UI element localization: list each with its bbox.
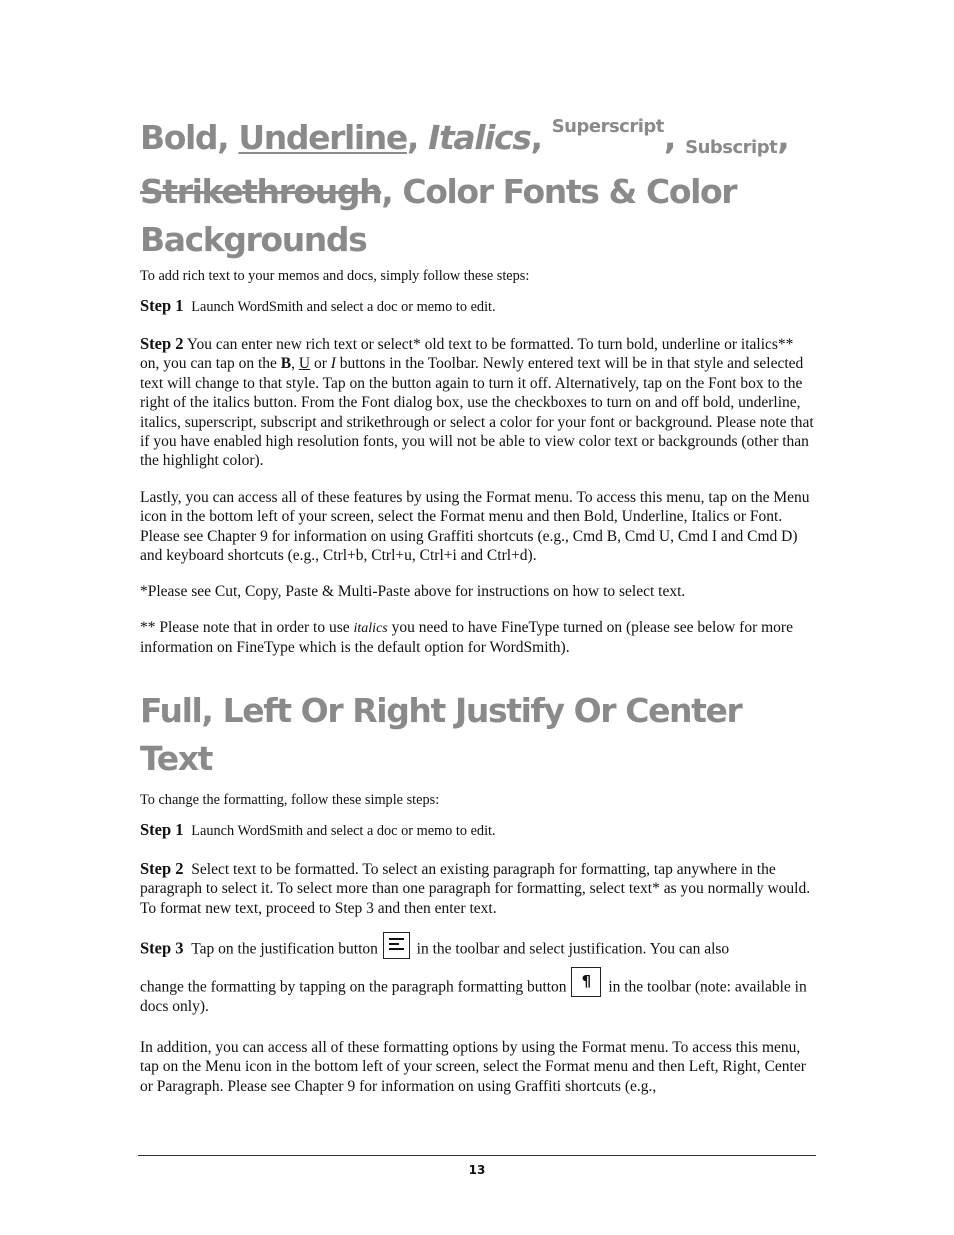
text-separator: or (310, 355, 331, 373)
heading-strikethrough-word: Strikethrough (140, 172, 382, 211)
heading-italics-word: Italics (428, 118, 531, 157)
page-number: 13 (468, 1163, 486, 1177)
step-text: in the toolbar and select justification. You can also (412, 940, 730, 958)
heading-separator: , (777, 118, 789, 157)
heading-separator: , (530, 118, 552, 157)
heading-separator: , (663, 118, 686, 157)
section1-note-finetype (140, 618, 816, 658)
heading-underline-word: Underline (238, 118, 407, 157)
heading-superscript-word: Superscript (551, 116, 664, 137)
heading-line2: Text (140, 739, 212, 778)
step-label: Step 3 (140, 938, 184, 958)
section1-intro: To add rich text to your memos and docs, simply follow these steps: (140, 268, 530, 284)
italic-button-ref: I (330, 355, 336, 373)
note-text: ** Please note that in order to use (140, 619, 354, 636)
step-text: Tap on the justification button (191, 940, 382, 958)
step-text: Launch WordSmith and select a doc or memo to edit. (191, 299, 496, 315)
bold-button-ref: B (280, 355, 292, 373)
note-italic-word: italics (353, 621, 388, 636)
underline-button-ref: U (298, 355, 311, 373)
heading-bold-word: Bold (140, 118, 218, 157)
step-label: Step 1 (140, 296, 184, 315)
step-text: Select text to be formatted. To select an existing paragraph for formatting, tap anywhere in the paragraph to select it. To select more than one paragraph for formatting, select text* as you normally would. To format new text, proceed to Step 3 and then enter text. (140, 861, 811, 917)
step-text-a: You can enter new rich text or select* old text to be formatted. To turn bold, underline or italics** on, you can tap on the (140, 336, 794, 373)
step-label: Step 2 (140, 334, 184, 353)
section2-step3-line2 (140, 967, 816, 1016)
justify-left-icon (383, 932, 410, 959)
step-text: Launch WordSmith and select a doc or memo to edit. (191, 823, 496, 839)
section-heading-justify (140, 687, 816, 783)
section2-addition: In addition, you can access all of these formatting options by using the Format menu. To access this menu, tap on the Menu icon in the bottom left of your screen, select the Format menu and then Left, Right, Center or Paragraph. Please see Chapter 9 for information on using Graffiti shortcuts (e.g., (140, 1039, 806, 1095)
heading-line1: Full, Left Or Right Justify Or Center (140, 691, 742, 730)
step-label: Step 2 (140, 859, 184, 878)
step-text-b: buttons in the Toolbar. Newly entered text will be in that style and selected text will change to that style. Tap on the button again to turn it off. Alternatively, tap on the Font box to the right of the italics button. From the Font dialog box, use the checkboxes to turn on and off bold, underline, italics, superscript, subscript and strikethrough or select a color for your font or background. Please note that if you have enabled high resolution fonts, you will not be able to view color text or backgrounds (other than the highlight color). (140, 355, 814, 470)
section2-intro: To change the formatting, follow these simple steps: (140, 792, 440, 808)
section1-lastly: Lastly, you can access all of these features by using the Format menu. To access this menu, tap on the Menu icon in the bottom left of your screen, select the Format menu and then Bold, Underline, Italics or Font. Please see Chapter 9 for information on using Graffiti shortcuts (e.g., Cmd B, Cmd U, Cmd I and Cmd D) and keyboard shortcuts (e.g., Ctrl+b, Ctrl+u, Ctrl+i and Ctrl+d). (140, 489, 810, 565)
text-separator: , (291, 355, 299, 373)
heading-separator: , (406, 118, 429, 157)
paragraph-format-icon: ¶ (571, 967, 601, 997)
section2-step2 (140, 859, 816, 918)
section1-step1 (140, 296, 816, 317)
step-text: in the toolbar (note: available in docs only). (140, 978, 807, 1015)
heading-rest: , Color Fonts & Color (381, 172, 737, 211)
section1-step2 (140, 334, 816, 471)
section-heading-rich-text (140, 114, 816, 264)
step-label: Step 1 (140, 820, 184, 839)
footer-divider (138, 1155, 816, 1156)
note-text: you need to have FineType turned on (please see below for more information on FineType which is the default option for WordSmith). (140, 619, 793, 657)
section2-step3-line1 (140, 932, 816, 959)
section1-note-select: *Please see Cut, Copy, Paste & Multi-Paste above for instructions on how to select text. (140, 583, 686, 600)
heading-separator: , (217, 118, 239, 157)
heading-line3: Backgrounds (140, 220, 367, 259)
section2-step1 (140, 820, 816, 841)
heading-subscript-word: Subscript (685, 137, 778, 158)
step-text: change the formatting by tapping on the paragraph formatting button (140, 978, 571, 996)
